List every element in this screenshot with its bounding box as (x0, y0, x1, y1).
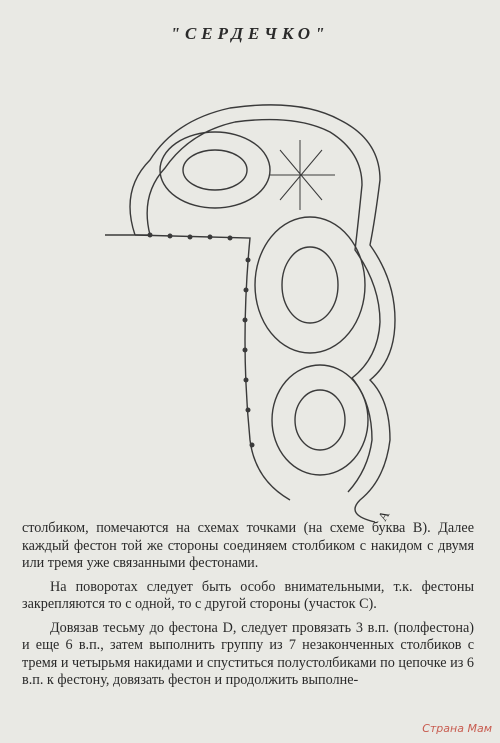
spokes (270, 140, 335, 210)
braid-inner (147, 120, 380, 492)
oval-1-inner (183, 150, 247, 190)
watermark-logo: Страна Мам (422, 722, 492, 735)
oval-2-inner (282, 247, 338, 323)
oval-1 (160, 132, 270, 208)
oval-2 (255, 217, 365, 353)
paragraph-1: столбиком, помечаются на схемах точками (на схеме буква В). Далее каждый фестон той же стороны соединяем столбиком с накидом с двумя или тремя уже связанными фестонами. (22, 520, 474, 571)
paragraph-3: Довязав тесьму до фестона D, следует провязать 3 в.п. (полфестона) и еще 6 в.п., затем выполнить группу из 7 незаконченных столбиков с тремя и четырьмя накидами и спуститься полустолбиками по цепочке из 6 в.п. к фестону, довязать фестон и продолжить выполне- (22, 619, 474, 688)
body-text (22, 520, 474, 690)
braid-left (135, 235, 290, 500)
label-a: A (374, 507, 393, 524)
braid-outline (130, 105, 395, 522)
oval-3-inner (295, 390, 345, 450)
paragraph-2: На поворотах следует быть особо внимательными, т.к. фестоны закрепляются то с одной, то с другой стороны (участок С). (22, 578, 474, 612)
page-title: "СЕРДЕЧКО" (170, 24, 330, 43)
crochet-heart-diagram (0, 60, 500, 530)
oval-3 (272, 365, 368, 475)
